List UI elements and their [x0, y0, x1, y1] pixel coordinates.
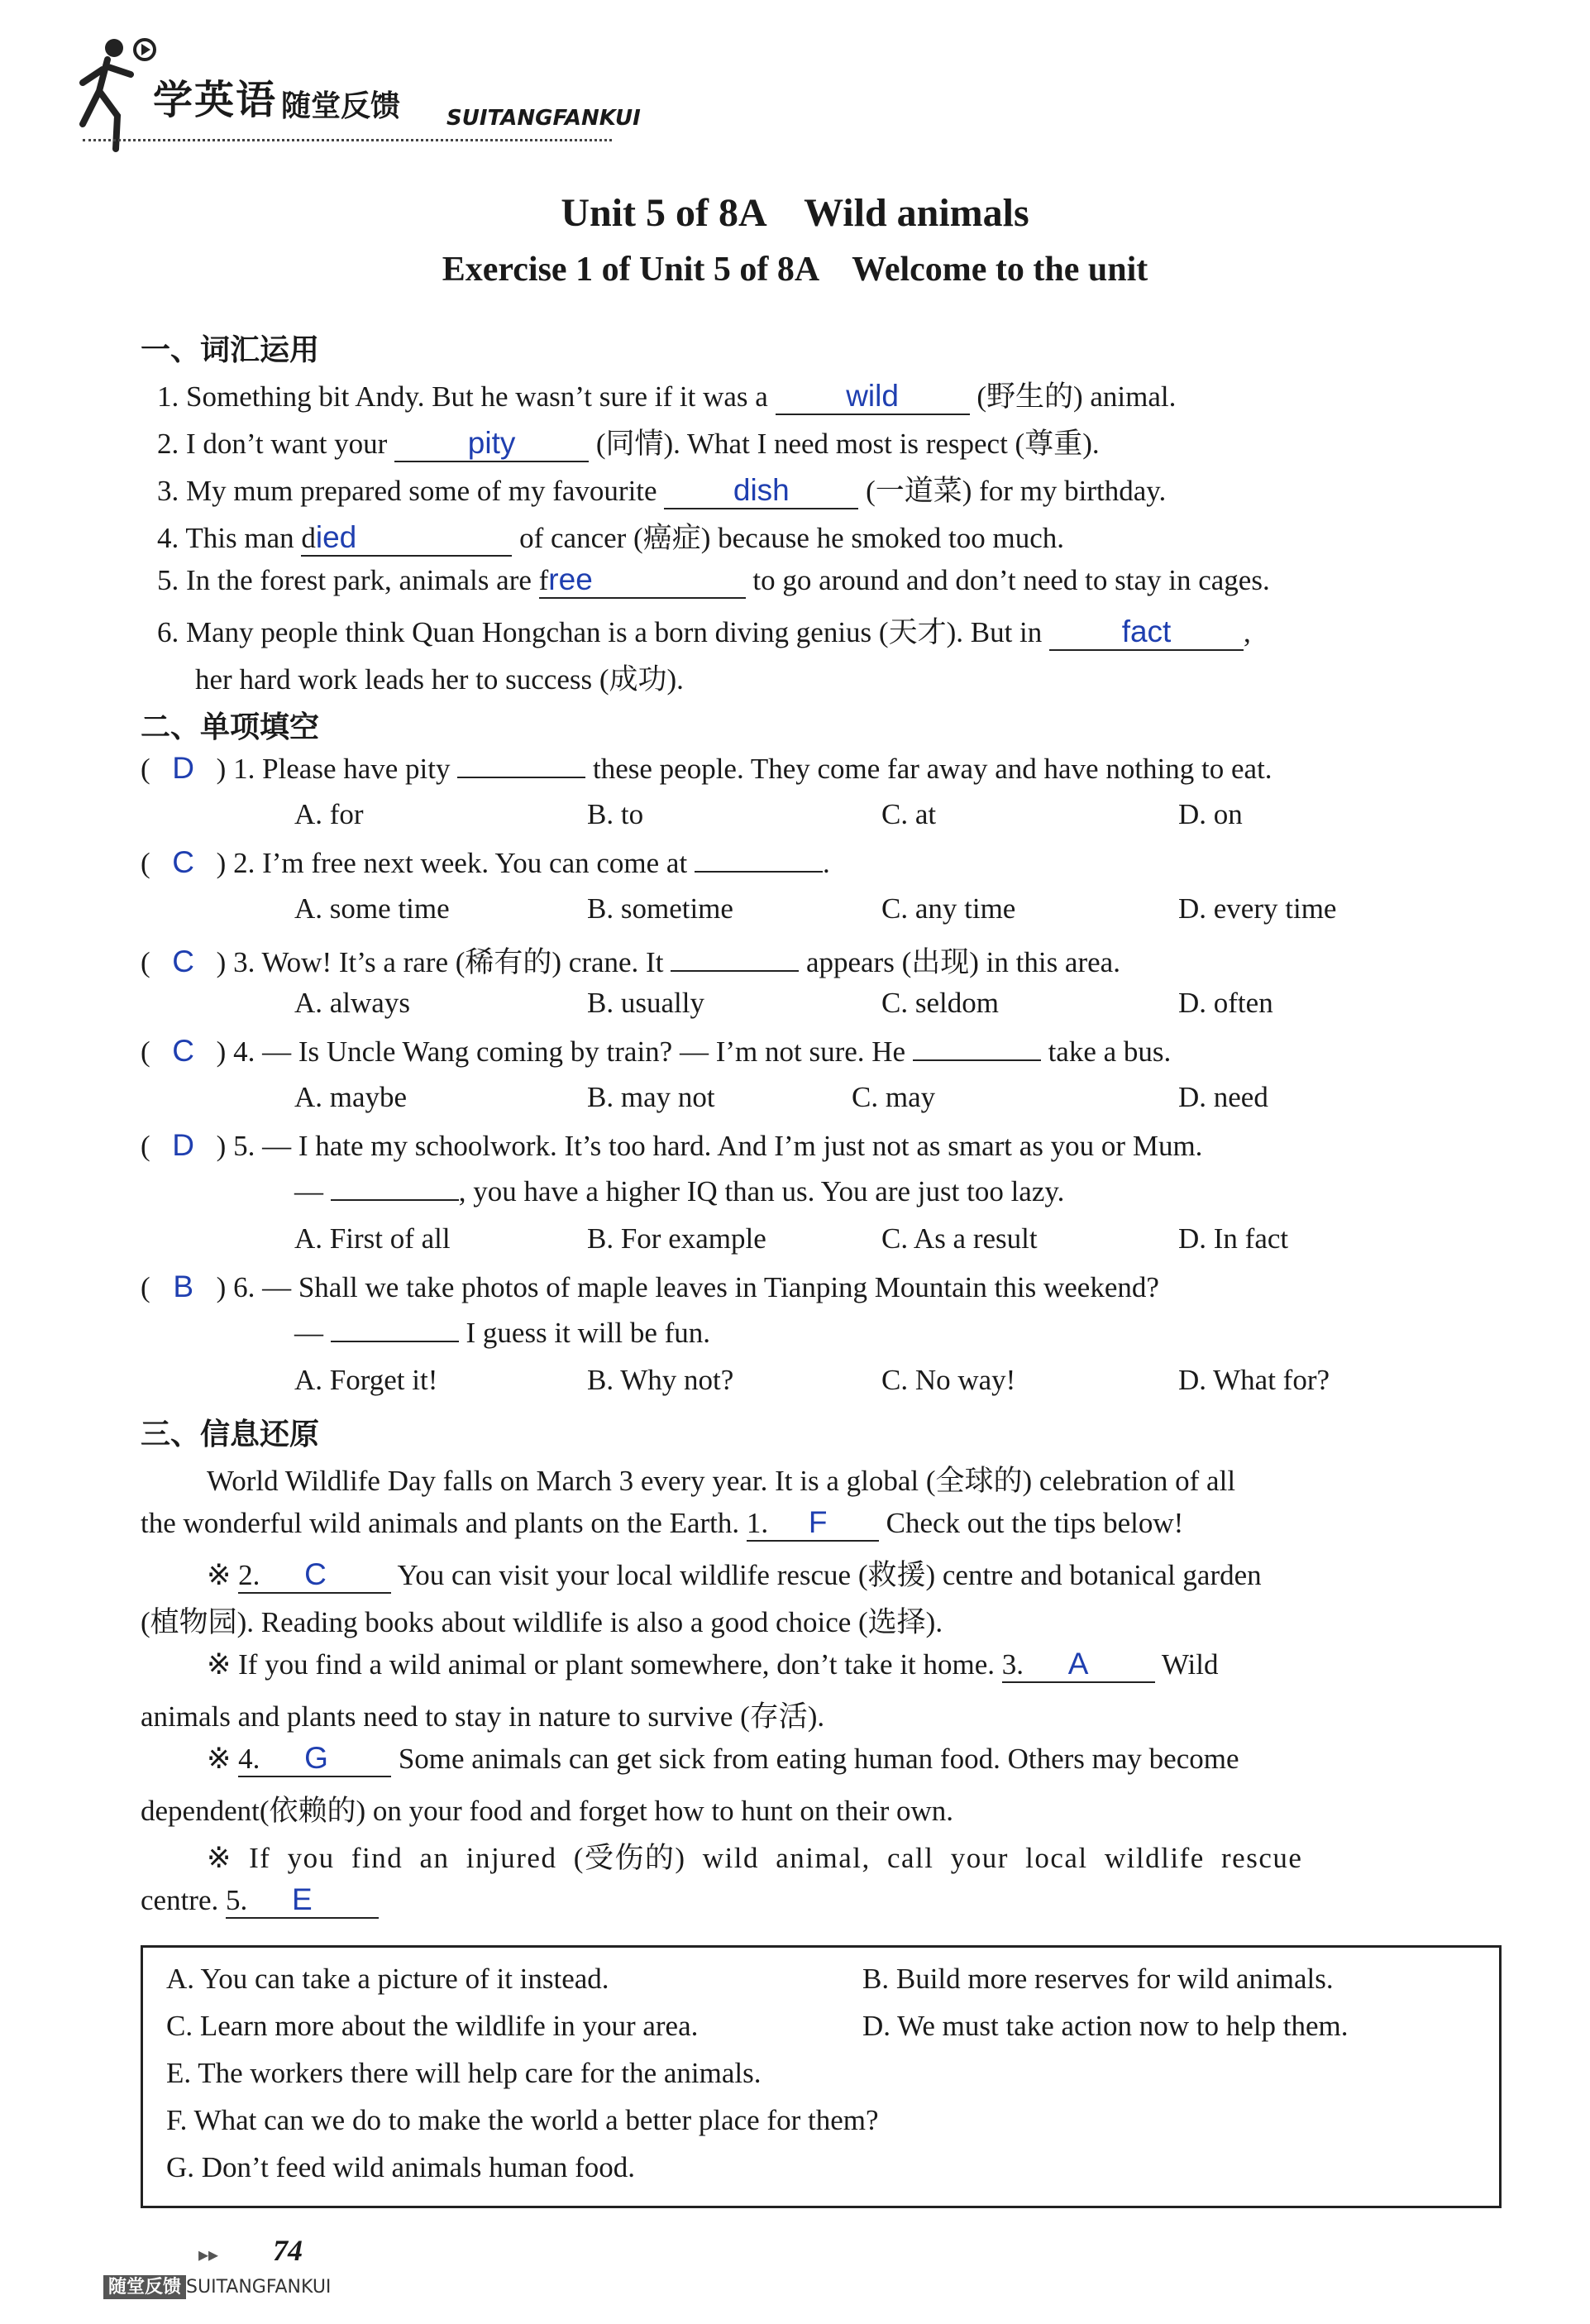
mc-question: ( B ) 6. — Shall we take photos of maple leaves in Tianping Mountain this weekend? — [141, 1270, 1159, 1303]
answer-blank — [331, 1341, 459, 1342]
handwritten-answer: fact — [1121, 614, 1172, 648]
handwritten-answer: dish — [733, 473, 790, 507]
hint-letter: f — [538, 564, 549, 596]
page-number: 74 — [273, 2234, 303, 2267]
vocab-item: 5. In the forest park, animals are free to go around and don’t need to stay in cages. — [157, 562, 1270, 599]
answer-blank[interactable]: 5. E — [226, 1882, 379, 1919]
option-c: C. seldom — [881, 987, 999, 1019]
page-subtitle: Exercise 1 of Unit 5 of 8A Welcome to the unit — [442, 251, 1148, 289]
header-divider — [83, 139, 612, 141]
option-a: A. First of all — [294, 1222, 451, 1255]
vocab-item: 3. My mum prepared some of my favourite dish (一道菜) for my birthday. — [157, 468, 1166, 509]
option-item: C. Learn more about the wildlife in your area. — [166, 2010, 699, 2042]
passage-line: animals and plants need to stay in nature to survive (存活). — [141, 1700, 825, 1733]
option-item: F. What can we do to make the world a better place for them? — [166, 2104, 879, 2136]
answer-blank[interactable]: 1. F — [747, 1505, 879, 1542]
brand-title: 学英语 — [153, 77, 278, 123]
passage-line: ※ If you find an injured (受伤的) wild animal, call your local wildlife rescue — [207, 1842, 1303, 1874]
section-heading-multiple-choice: 二、单项填空 — [141, 710, 320, 744]
mc-question: ( C ) 2. I’m free next week. You can come at . — [141, 845, 830, 879]
passage-line: (植物园). Reading books about wildlife is also a good choice (选择). — [141, 1606, 943, 1638]
option-d: D. In fact — [1178, 1222, 1289, 1255]
handwritten-answer: ied — [315, 520, 357, 554]
option-b: B. to — [587, 798, 644, 830]
options-box — [141, 1945, 1502, 2208]
footer-brand: 随堂反馈 SUITANGFANKUI — [103, 2273, 331, 2298]
handwritten-answer: G — [304, 1741, 328, 1775]
option-d: D. on — [1178, 798, 1243, 830]
handwritten-answer: A — [1067, 1647, 1089, 1681]
passage-line: ※ 4. G Some animals can get sick from eating human food. Others may become — [207, 1741, 1239, 1777]
handwritten-answer[interactable]: C — [172, 944, 195, 978]
answer-blank[interactable]: 2. C — [238, 1557, 391, 1594]
answer-blank[interactable] — [394, 426, 589, 462]
answer-blank[interactable]: 3. A — [1002, 1647, 1155, 1683]
mc-question: ( C ) 3. Wow! It’s a rare (稀有的) crane. It appears (出现) in this area. — [141, 944, 1120, 978]
answer-blank — [671, 970, 799, 972]
option-c: C. at — [881, 798, 937, 830]
handwritten-answer: F — [808, 1505, 828, 1539]
answer-blank — [695, 871, 823, 873]
vocab-item: 6. Many people think Quan Hongchan is a born diving genius (天才). But in fact , — [157, 610, 1251, 651]
mc-question: ( D ) 5. — I hate my schoolwork. It’s too hard. And I’m just not as smart as you or Mum. — [141, 1128, 1203, 1162]
brand-subtitle: 随堂反馈 — [281, 89, 401, 123]
answer-blank[interactable] — [301, 520, 512, 557]
passage-line: ※ If you find a wild animal or plant somewhere, don’t take it home. 3. A Wild — [207, 1647, 1219, 1683]
handwritten-answer[interactable]: D — [172, 1128, 195, 1162]
header-logo — [66, 33, 645, 157]
passage-line: World Wildlife Day falls on March 3 every year. It is a global (全球的) celebration of all — [207, 1465, 1236, 1497]
handwritten-answer: E — [291, 1882, 313, 1916]
option-d: D. need — [1178, 1081, 1268, 1113]
answer-blank — [457, 777, 585, 778]
vocab-item: 1. Something bit Andy. But he wasn’t sure if it was a wild (野生的) animal. — [157, 374, 1176, 415]
option-d: D. every time — [1178, 892, 1337, 925]
handwritten-answer: wild — [846, 379, 899, 413]
handwritten-answer: pity — [467, 426, 516, 460]
handwritten-answer[interactable]: D — [172, 751, 195, 785]
option-c: C. any time — [881, 892, 1016, 925]
handwritten-answer[interactable]: B — [173, 1270, 193, 1303]
option-b: B. usually — [587, 987, 704, 1019]
answer-blank[interactable] — [664, 473, 858, 509]
mc-question-continuation: — , you have a higher IQ than us. You are just too lazy. — [294, 1175, 1065, 1207]
brand-pinyin: SUITANGFANKUI — [446, 106, 641, 131]
option-c: C. As a result — [881, 1222, 1038, 1255]
handwritten-answer: C — [304, 1557, 327, 1591]
mc-question: ( C ) 4. — Is Uncle Wang coming by train? — I’m not sure. He take a bus. — [141, 1034, 1172, 1068]
option-c: C. No way! — [881, 1364, 1016, 1396]
answer-blank[interactable] — [1049, 614, 1244, 651]
vocab-item-continuation: her hard work leads her to success (成功). — [195, 663, 684, 696]
hint-letter: d — [301, 522, 316, 554]
option-a: A. Forget it! — [294, 1364, 438, 1396]
option-b: B. For example — [587, 1222, 766, 1255]
option-item: A. You can take a picture of it instead. — [166, 1963, 609, 1995]
option-a: A. always — [294, 987, 410, 1019]
option-a: A. for — [294, 798, 364, 830]
option-b: B. sometime — [587, 892, 733, 925]
section-heading-vocabulary: 一、词汇运用 — [141, 333, 320, 367]
answer-blank[interactable] — [776, 379, 970, 415]
answer-blank — [913, 1059, 1041, 1061]
option-item: D. We must take action now to help them. — [862, 2010, 1349, 2042]
option-item: B. Build more reserves for wild animals. — [862, 1963, 1334, 1995]
mc-question: ( D ) 1. Please have pity these people. They come far away and have nothing to eat. — [141, 751, 1272, 785]
option-item: G. Don’t feed wild animals human food. — [166, 2151, 636, 2183]
option-c: C. may — [852, 1081, 936, 1113]
page-title: Unit 5 of 8A Wild animals — [561, 191, 1029, 235]
option-a: A. some time — [294, 892, 450, 925]
option-b: B. Why not? — [587, 1364, 734, 1396]
handwritten-answer[interactable]: C — [172, 845, 195, 879]
answer-blank — [331, 1199, 459, 1201]
section-heading-info-restore: 三、信息还原 — [141, 1418, 320, 1451]
option-b: B. may not — [587, 1081, 715, 1113]
passage-line: centre. 5. E — [141, 1882, 379, 1919]
passage-line: the wonderful wild animals and plants on the Earth. 1. F Check out the tips below! — [141, 1505, 1183, 1542]
vocab-item: 2. I don’t want your pity (同情). What I need most is respect (尊重). — [157, 421, 1100, 462]
handwritten-answer[interactable]: C — [172, 1034, 195, 1068]
passage-line: ※ 2. C You can visit your local wildlife rescue (救援) centre and botanical garden — [207, 1552, 1262, 1594]
option-d: D. often — [1178, 987, 1273, 1019]
option-a: A. maybe — [294, 1081, 408, 1113]
passage-line: dependent(依赖的) on your food and forget how to hunt on their own. — [141, 1795, 954, 1827]
answer-blank[interactable] — [539, 562, 746, 599]
vocab-item: 4. This man died of cancer (癌症) because he smoked too much. — [157, 515, 1064, 557]
option-d: D. What for? — [1178, 1364, 1330, 1396]
mc-question-continuation: — I guess it will be fun. — [294, 1317, 711, 1349]
option-item: E. The workers there will help care for the animals. — [166, 2057, 762, 2089]
answer-blank[interactable]: 4. G — [238, 1741, 391, 1777]
handwritten-answer: ree — [548, 562, 593, 596]
footer-arrow-icon: ▸▸ — [198, 2245, 219, 2266]
